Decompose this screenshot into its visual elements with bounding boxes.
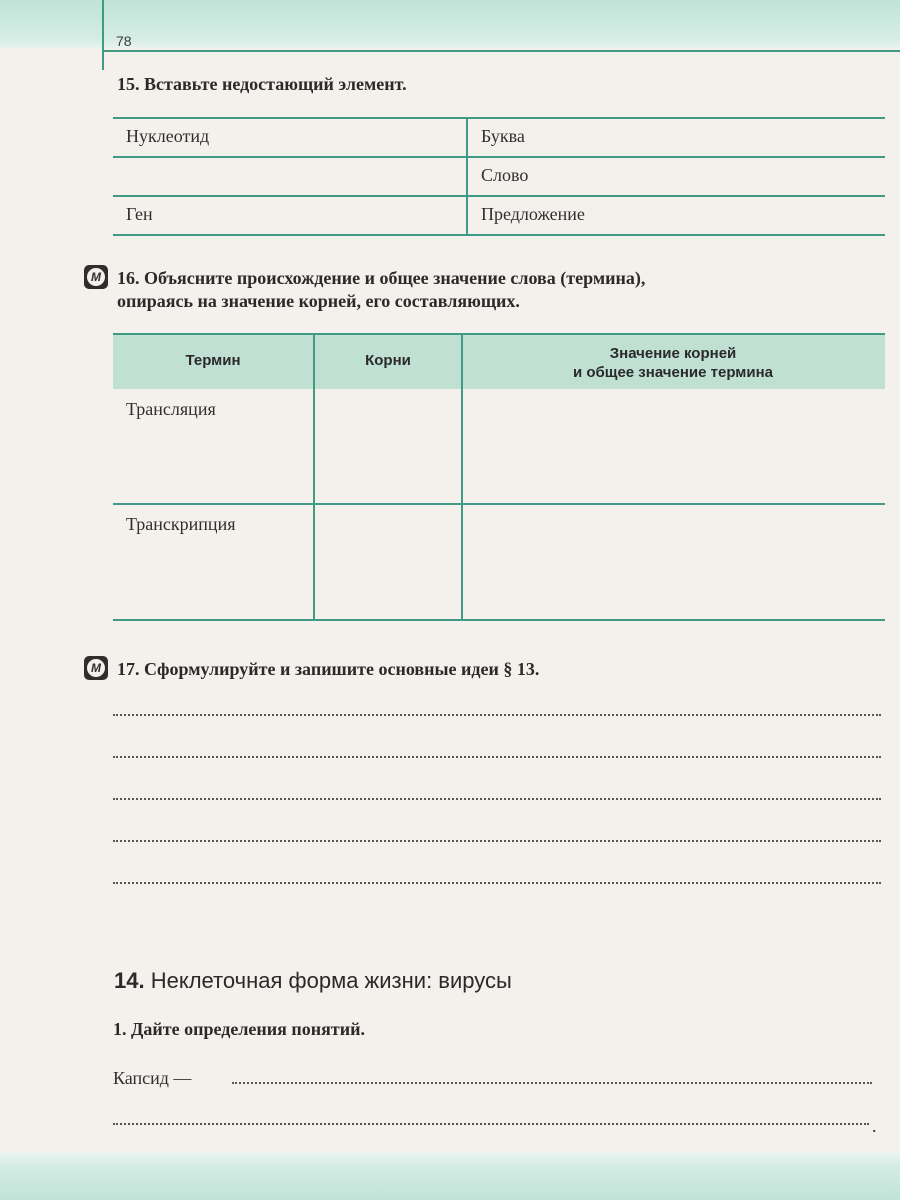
table-cell: Буква	[481, 126, 525, 146]
table-cell: Предложение	[481, 204, 585, 224]
table-row	[113, 117, 885, 156]
answer-line[interactable]	[113, 756, 881, 758]
section-number: 14.	[114, 968, 145, 993]
header-meaning-line1: Значение корней	[609, 345, 737, 362]
roots-answer-cell[interactable]	[315, 389, 461, 503]
section-title: Неклеточная форма жизни: вирусы	[150, 968, 512, 993]
task-1-title: 1. Дайте определения понятий.	[113, 1019, 365, 1039]
answer-line[interactable]	[113, 714, 881, 716]
metasubject-icon: M	[84, 656, 108, 680]
task-17-title: 17. Сформулируйте и запишите основные идеи § 13.	[117, 659, 540, 679]
table-cell: Слово	[481, 165, 529, 185]
answer-line[interactable]	[232, 1082, 872, 1084]
table-row	[113, 195, 885, 236]
top-color-band	[0, 0, 900, 48]
section-heading	[114, 967, 512, 995]
table-cell: Нуклеотид	[126, 126, 210, 146]
header-roots: Корни	[365, 352, 411, 369]
answer-line[interactable]	[113, 840, 881, 842]
header-rule	[104, 50, 900, 52]
meaning-answer-cell[interactable]	[463, 505, 885, 619]
answer-line[interactable]	[113, 1123, 869, 1125]
task-16-table	[113, 333, 885, 621]
term-label: Капсид —	[113, 1068, 192, 1088]
table-header	[113, 333, 885, 389]
margin-rule	[102, 0, 104, 70]
term-cell: Трансляция	[126, 399, 216, 419]
task-16-title-line2: опираясь на значение корней, его составляющих.	[117, 291, 520, 311]
term-cell: Транскрипция	[126, 514, 236, 534]
task-15-table	[113, 117, 885, 236]
meaning-answer-cell[interactable]	[463, 389, 885, 503]
page-number: 78	[116, 33, 132, 49]
answer-line[interactable]	[113, 798, 881, 800]
table-cell: Ген	[126, 204, 153, 224]
end-mark: .	[872, 1116, 877, 1136]
task-16-title-line1: 16. Объясните происхождение и общее значение слова (термина),	[117, 268, 646, 288]
bottom-color-band	[0, 1152, 900, 1200]
task-15-title: 15. Вставьте недостающий элемент.	[117, 74, 407, 94]
roots-answer-cell[interactable]	[315, 505, 461, 619]
metasubject-icon: M	[84, 265, 108, 289]
table-row	[113, 156, 885, 195]
answer-line[interactable]	[113, 882, 881, 884]
header-term: Термин	[185, 352, 241, 369]
header-meaning-line2: и общее значение термина	[572, 364, 774, 381]
